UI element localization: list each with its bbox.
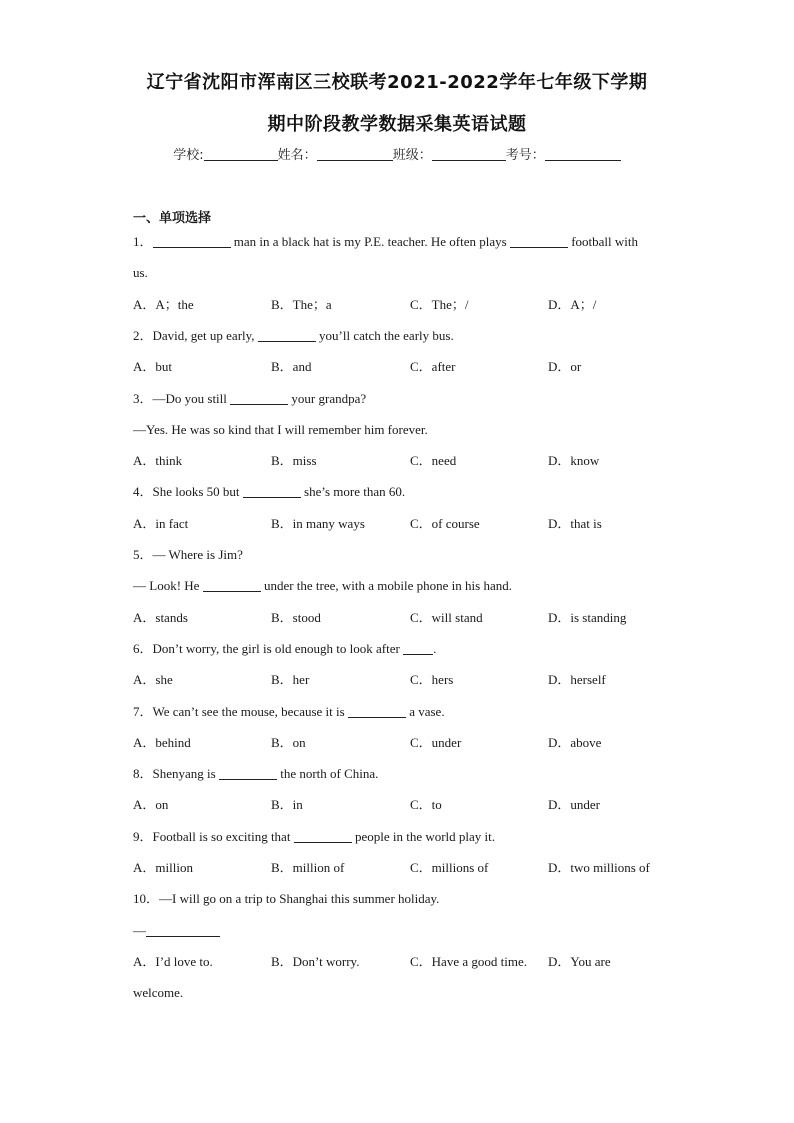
question-10-line-1 xyxy=(133,891,439,907)
question-6-option-B[interactable]: B．her xyxy=(271,672,310,688)
question-9-line-1 xyxy=(133,829,495,845)
answer-blank[interactable] xyxy=(219,767,277,780)
question-10-option-continuation: welcome. xyxy=(133,985,184,1001)
question-10-option-B[interactable]: B．Don’t worry. xyxy=(271,953,360,969)
class-blank xyxy=(432,147,506,161)
question-5-line-2 xyxy=(133,578,512,594)
question-1-option-B[interactable]: B．The；a xyxy=(271,296,332,312)
question-6-option-A[interactable]: A．she xyxy=(133,672,173,688)
question-7-option-A[interactable]: A．behind xyxy=(133,734,191,750)
question-text: 10．—I will go on a trip to Shanghai this summer holiday. xyxy=(133,891,440,907)
question-text: 6．Don’t worry, the girl is old enough to look after xyxy=(133,640,404,656)
question-text: 7．We can’t see the mouse, because it is xyxy=(133,703,348,719)
question-3-option-D[interactable]: D．know xyxy=(548,453,600,469)
question-6-line-1 xyxy=(133,641,436,657)
question-5-option-B[interactable]: B．stood xyxy=(271,609,321,625)
section-title: 一、单项选择 xyxy=(133,211,212,226)
answer-blank[interactable] xyxy=(243,485,301,498)
answer-blank[interactable] xyxy=(203,579,261,592)
question-1-option-D[interactable]: D．A；/ xyxy=(548,296,597,312)
question-text: the north of China. xyxy=(276,766,379,782)
question-2-option-C[interactable]: C．after xyxy=(410,359,456,375)
question-7-line-1 xyxy=(133,704,445,720)
question-2-option-A[interactable]: A．but xyxy=(133,359,173,375)
question-6-option-D[interactable]: D．herself xyxy=(548,672,606,688)
question-text: — xyxy=(133,922,146,938)
question-8-option-A[interactable]: A．on xyxy=(133,797,169,813)
question-text: 9．Football is so exciting that xyxy=(133,828,294,844)
question-8-option-B[interactable]: B．in xyxy=(271,797,303,813)
number-blank xyxy=(545,147,621,161)
question-9-option-C[interactable]: C．millions of xyxy=(410,860,489,875)
answer-blank[interactable] xyxy=(146,924,220,937)
question-5-option-D[interactable]: D．is standing xyxy=(548,609,627,625)
question-text: you’ll catch the early bus. xyxy=(315,327,454,343)
question-8-option-D[interactable]: D．under xyxy=(548,797,600,813)
question-5-option-A[interactable]: A．stands xyxy=(133,609,188,625)
answer-blank[interactable] xyxy=(348,705,406,718)
question-4-option-D[interactable]: D．that is xyxy=(548,515,602,531)
question-text: your grandpa? xyxy=(288,390,367,406)
question-text: 8．Shenyang is xyxy=(133,766,219,782)
school-blank xyxy=(204,147,278,161)
question-text: us. xyxy=(133,265,148,281)
question-2-line-1 xyxy=(133,328,454,344)
question-text: she’s more than 60. xyxy=(300,484,406,500)
number-label: 考号： xyxy=(505,148,545,163)
question-7-option-D[interactable]: D．above xyxy=(548,734,602,750)
question-6-option-C[interactable]: C．hers xyxy=(410,672,454,688)
answer-blank[interactable] xyxy=(510,235,568,248)
answer-blank[interactable] xyxy=(258,329,316,342)
answer-blank[interactable] xyxy=(230,392,288,405)
question-5-option-C[interactable]: C．will stand xyxy=(410,609,483,625)
question-10-option-A[interactable]: A．I’d love to. xyxy=(133,953,213,969)
answer-blank[interactable] xyxy=(403,642,433,655)
question-8-line-1 xyxy=(133,766,378,782)
name-label: 姓名： xyxy=(277,148,317,163)
question-text: under the tree, with a mobile phone in his hand. xyxy=(260,578,512,594)
question-text: a vase. xyxy=(405,703,445,719)
class-label: 班级： xyxy=(392,148,432,163)
question-4-line-1 xyxy=(133,484,405,500)
question-text: 4．She looks 50 but xyxy=(133,484,243,500)
question-text: people in the world play it. xyxy=(351,828,496,844)
question-4-option-C[interactable]: C．of course xyxy=(410,515,480,531)
question-2-option-B[interactable]: B．and xyxy=(271,359,312,375)
question-text: 1． xyxy=(133,234,153,249)
student-info-row xyxy=(0,144,794,163)
question-text: 5．— Where is Jim? xyxy=(133,547,243,562)
question-1-line-2 xyxy=(133,265,148,281)
question-9-option-A[interactable]: A．million xyxy=(133,860,193,875)
school-label: 学校: xyxy=(173,148,204,163)
question-4-option-A[interactable]: A．in fact xyxy=(133,515,189,531)
question-text: football with xyxy=(567,234,638,249)
question-10-option-D[interactable]: D．You are xyxy=(548,953,611,969)
exam-title-line2: 期中阶段教学数据采集英语试题 xyxy=(267,114,527,135)
question-text: — Look! He xyxy=(133,578,203,594)
answer-blank[interactable] xyxy=(153,235,231,248)
question-3-line-2 xyxy=(133,422,428,438)
question-10-line-2 xyxy=(133,923,220,939)
question-text: —Yes. He was so kind that I will remember him forever. xyxy=(133,421,428,437)
question-1-option-C[interactable]: C．The；/ xyxy=(410,296,469,312)
question-1-option-A[interactable]: A．A；the xyxy=(133,296,194,312)
question-4-option-B[interactable]: B．in many ways xyxy=(271,515,365,531)
question-text: . xyxy=(433,640,437,656)
question-text: 3．—Do you still xyxy=(133,390,231,406)
question-3-option-B[interactable]: B．miss xyxy=(271,453,317,469)
question-text: man in a black hat is my P.E. teacher. He often plays xyxy=(230,234,510,249)
question-10-option-C[interactable]: C．Have a good time. xyxy=(410,953,527,969)
question-3-option-A[interactable]: A．think xyxy=(133,453,183,469)
name-blank xyxy=(317,147,393,161)
question-7-option-C[interactable]: C．under xyxy=(410,734,462,750)
answer-blank[interactable] xyxy=(294,830,352,843)
question-3-option-C[interactable]: C．need xyxy=(410,453,457,469)
question-2-option-D[interactable]: D．or xyxy=(548,359,582,375)
question-text: 2．David, get up early, xyxy=(133,327,258,343)
question-8-option-C[interactable]: C．to xyxy=(410,797,442,813)
question-9-option-B[interactable]: B．million of xyxy=(271,860,345,875)
question-5-line-1 xyxy=(133,547,243,563)
question-3-line-1 xyxy=(133,391,366,407)
exam-title-line1: 辽宁省沈阳市浑南区三校联考2021-2022学年七年级下学期 xyxy=(146,72,648,93)
question-9-option-D[interactable]: D．two millions of xyxy=(548,860,650,875)
question-1-line-1 xyxy=(133,234,638,250)
question-7-option-B[interactable]: B．on xyxy=(271,734,306,750)
